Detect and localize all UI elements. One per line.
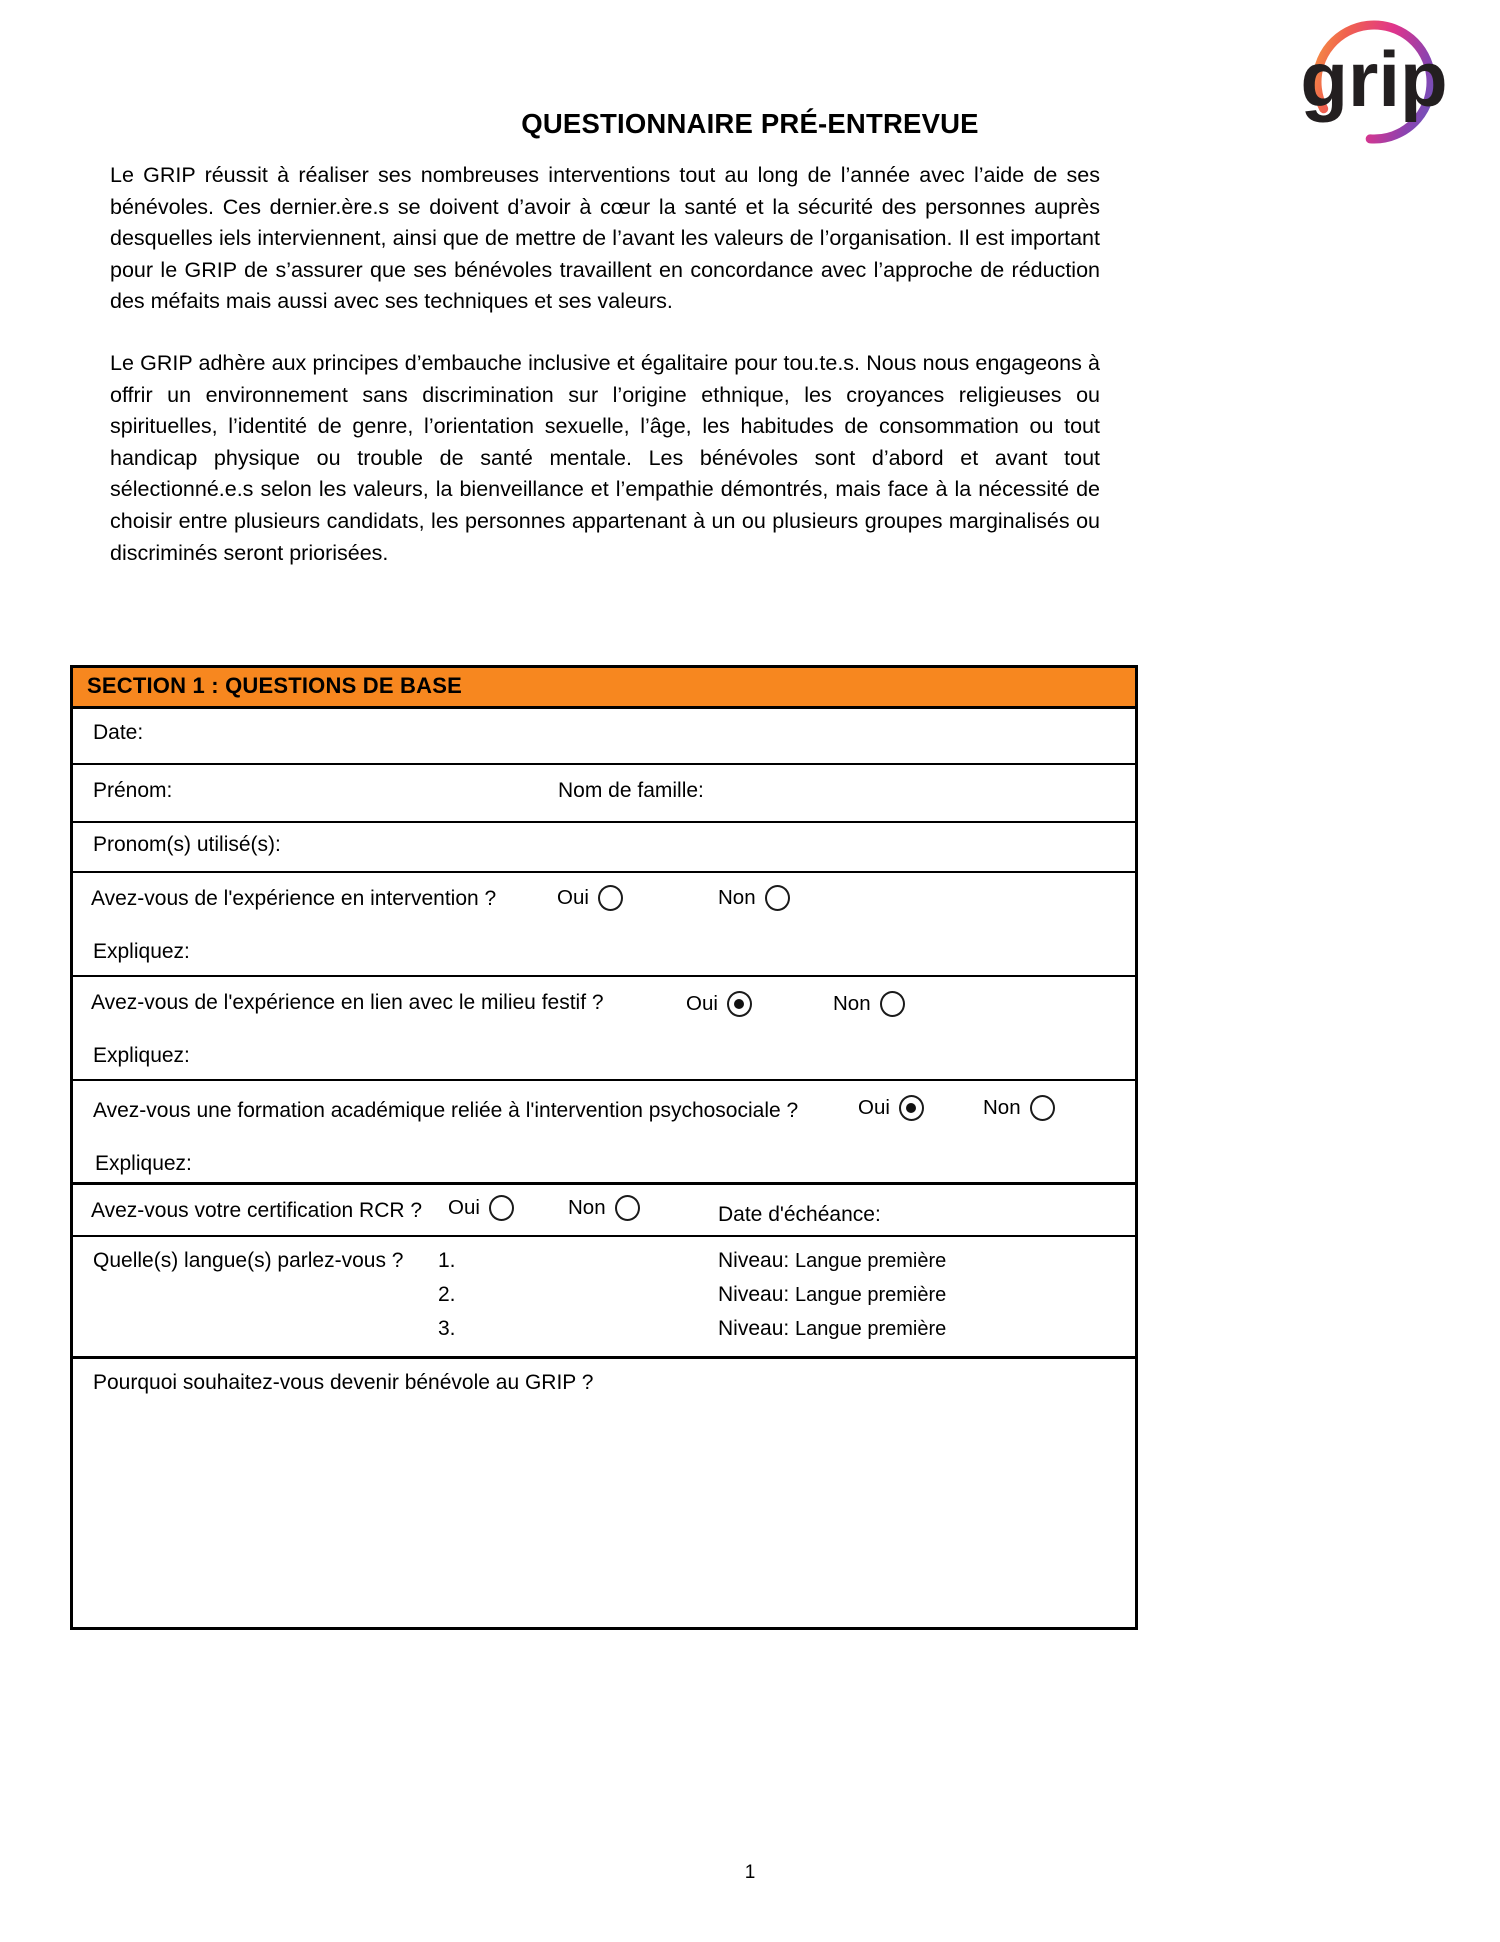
- langue-3-niveau[interactable]: [718, 1317, 946, 1341]
- question-3-non-group[interactable]: [983, 1095, 1055, 1121]
- row-motivation[interactable]: [73, 1359, 1135, 1627]
- logo-wordmark: grip: [1300, 35, 1448, 123]
- question-3-non-label: Non: [983, 1096, 1021, 1119]
- langues-question: Quelle(s) langue(s) parlez-vous ?: [93, 1249, 404, 1272]
- question-3-oui-label: Oui: [858, 1096, 890, 1119]
- section-1-form: [70, 665, 1138, 1630]
- question-1-expliquez-label: Expliquez:: [93, 940, 190, 963]
- row-question-formation[interactable]: [73, 1081, 1135, 1185]
- intro-paragraph-2: Le GRIP adhère aux principes d’embauche inclusive et égalitaire pour tou.te.s. Nous nous engageons à offrir un environnement sans discrimination sur l’origine ethnique, les croyances religieuses ou spirituelles, l’identité de genre, l’orientation sexuelle, l’âge, les habitudes de consommation ou tout handicap physique ou trouble de santé mentale. Les bénévoles sont d’abord et avant tout sélectionné.e.s selon les valeurs, la bienveillance et l’empathie démontrés, mais face à la nécessité de choisir entre plusieurs candidats, les personnes appartenant à un ou plusieurs groupes marginalisés ou discriminés seront priorisées.: [110, 350, 1100, 565]
- rcr-oui-group[interactable]: [448, 1195, 514, 1221]
- langue-3-number: 3.: [438, 1317, 456, 1340]
- intro-paragraph-1: Le GRIP réussit à réaliser ses nombreuses interventions tout au long de l’année avec l’aide de ses bénévoles. Ces dernier.ère.s se doivent d’avoir à cœur la santé et la sécurité des personnes auprès desquelles iels interviennent, ainsi que de mettre de l’avant les valeurs de l’organisation. Il est important pour le GRIP de s’assurer que ses bénévoles travaillent en concordance avec l’approche de réduction des méfaits mais aussi avec ses techniques et ses valeurs.: [110, 163, 1100, 314]
- langue-1-niveau[interactable]: [718, 1249, 946, 1273]
- motivation-question: Pourquoi souhaitez-vous devenir bénévole au GRIP ?: [93, 1371, 594, 1394]
- question-2-text: Avez-vous de l'expérience en lien avec le milieu festif ?: [91, 991, 604, 1014]
- page-title: QUESTIONNAIRE PRÉ-ENTREVUE: [521, 108, 979, 139]
- question-1-non-group[interactable]: [718, 885, 790, 911]
- question-1-oui-radio[interactable]: [598, 885, 623, 911]
- nom-label: Nom de famille:: [558, 779, 704, 802]
- langue-3-niveau-value[interactable]: Langue première: [795, 1318, 947, 1340]
- question-2-oui-label: Oui: [686, 992, 718, 1015]
- question-3-non-radio[interactable]: [1030, 1095, 1055, 1121]
- question-2-non-group[interactable]: [833, 991, 905, 1017]
- rcr-oui-radio[interactable]: [489, 1195, 514, 1221]
- row-langues[interactable]: [73, 1237, 1135, 1359]
- question-3-oui-radio[interactable]: [899, 1095, 924, 1121]
- row-question-intervention[interactable]: [73, 873, 1135, 977]
- question-2-oui-radio[interactable]: [727, 991, 752, 1017]
- rcr-non-label: Non: [568, 1196, 606, 1219]
- langue-1-niveau-value[interactable]: Langue première: [795, 1250, 947, 1272]
- intro-text: [110, 160, 1100, 569]
- question-1-non-label: Non: [718, 886, 756, 909]
- rcr-question-text: Avez-vous votre certification RCR ?: [91, 1199, 423, 1222]
- rcr-non-group[interactable]: [568, 1195, 640, 1221]
- question-3-text: Avez-vous une formation académique reliée à l'intervention psychosociale ?: [93, 1099, 799, 1122]
- question-3-oui-group[interactable]: [858, 1095, 924, 1121]
- rcr-echeance-label: Date d'échéance:: [718, 1203, 881, 1226]
- question-2-oui-group[interactable]: [686, 991, 752, 1017]
- date-label: Date:: [93, 721, 144, 744]
- question-2-non-label: Non: [833, 992, 871, 1015]
- question-3-expliquez-label: Expliquez:: [95, 1152, 192, 1175]
- question-1-non-radio[interactable]: [765, 885, 790, 911]
- row-date[interactable]: [73, 709, 1135, 765]
- question-2-non-radio[interactable]: [880, 991, 905, 1017]
- row-name[interactable]: [73, 765, 1135, 823]
- row-certification-rcr[interactable]: [73, 1185, 1135, 1237]
- row-question-milieu-festif[interactable]: [73, 977, 1135, 1081]
- question-2-expliquez-label: Expliquez:: [93, 1044, 190, 1067]
- row-pronoms[interactable]: [73, 823, 1135, 873]
- page-number: 1: [744, 1862, 756, 1883]
- langue-1-number: 1.: [438, 1249, 456, 1272]
- question-1-oui-label: Oui: [557, 886, 589, 909]
- langue-2-niveau[interactable]: [718, 1283, 946, 1307]
- pronoms-label: Pronom(s) utilisé(s):: [93, 833, 281, 856]
- question-1-oui-group[interactable]: [557, 885, 623, 911]
- langue-2-niveau-value[interactable]: Langue première: [795, 1284, 947, 1306]
- rcr-oui-label: Oui: [448, 1196, 480, 1219]
- langue-1-niveau-label: Niveau:: [718, 1249, 790, 1272]
- question-1-text: Avez-vous de l'expérience en intervention ?: [91, 887, 497, 910]
- section-1-header: SECTION 1 : QUESTIONS DE BASE: [73, 668, 1135, 709]
- langue-2-niveau-label: Niveau:: [718, 1283, 790, 1306]
- rcr-non-radio[interactable]: [615, 1195, 640, 1221]
- langue-2-number: 2.: [438, 1283, 456, 1306]
- prenom-label: Prénom:: [93, 779, 173, 802]
- langue-3-niveau-label: Niveau:: [718, 1317, 790, 1340]
